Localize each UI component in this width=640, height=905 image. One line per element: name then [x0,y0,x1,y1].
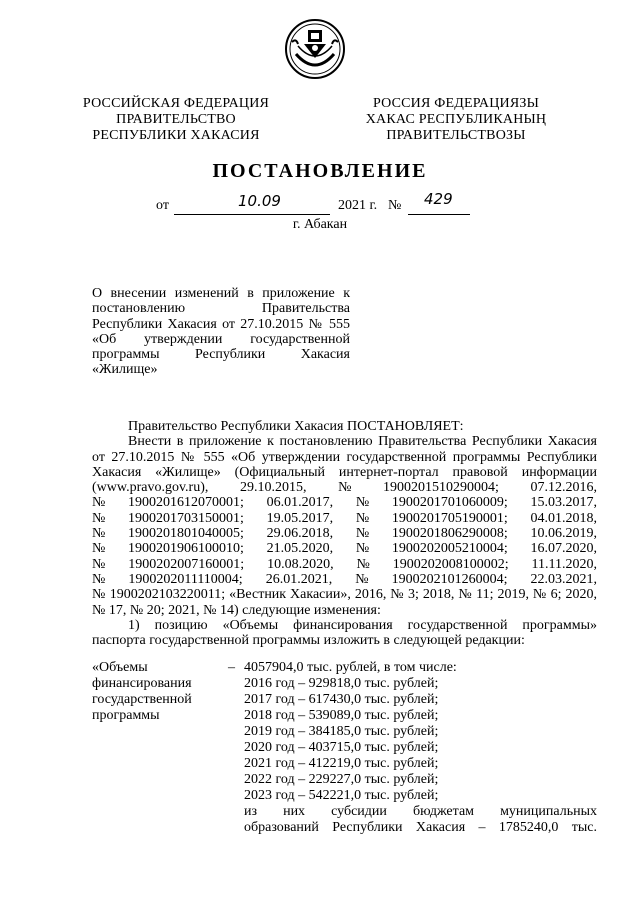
date-year: 2021 г. [338,198,378,213]
reg-cell: № [92,556,106,572]
reg-cell: 1900201510290004; [383,480,499,496]
reg-cell: 21.05.2020, [266,541,334,557]
financing-year: 2018 год – 539089,0 тыс. рублей; [244,708,439,723]
document-title: ПОСТАНОВЛЕНИЕ [212,160,428,182]
reg-cell: № [338,480,352,496]
reg-cell: № [92,571,106,587]
reg-cell: 1900201801040005; [128,526,244,542]
header-left-line-3: РЕСПУБЛИКИ ХАКАСИЯ [92,128,260,143]
financing-label-line: программы [92,708,160,723]
reg-cell: № [355,510,370,526]
body-line: Хакасия «Жилище» (Официальный интернет-портал правовой информации [92,464,597,480]
body-paragraph-decree: Правительство Республики Хакасия ПОСТАНОВЛЯЕТ: [128,419,464,434]
reg-cell: 29.06.2018, [266,526,334,542]
financing-year: 2020 год – 403715,0 тыс. рублей; [244,740,439,755]
body-line: паспорта государственной программы изложить в следующей редакции: [92,633,525,649]
reg-cell: 07.12.2016, [530,480,597,496]
registration-row [92,557,597,572]
header-right-line-2: ХАКАС РЕСПУБЛИКАНЫҢ [365,112,547,127]
financing-year: 2017 год – 617430,0 тыс. рублей; [244,692,439,707]
reg-cell: 06.01.2017, [266,495,334,511]
financing-total: 4057904,0 тыс. рублей, в том числе: [244,660,457,675]
body-line: 1) позицию «Объемы финансирования государственной программы» [128,617,597,633]
reg-cell: № [356,556,370,572]
financing-subsidy: из них субсидии бюджетам муниципальных [244,804,597,819]
registration-row [92,541,597,556]
financing-label-line: финансирования [92,676,192,691]
registration-row [92,511,597,526]
reg-cell: 04.01.2018, [530,510,597,526]
financing-label-line: «Объемы [92,660,148,675]
reg-cell: 29.10.2015, [239,480,307,496]
reg-cell: 1900202101260004; [391,571,508,587]
reg-cell: 1900201701060009; [391,495,508,511]
reg-cell: 10.08.2020, [267,556,334,572]
body-line: от 27.10.2015 № 555 «Об утверждении государственной программы Республики [92,449,597,465]
financing-year: 2016 год – 929818,0 тыс. рублей; [244,676,439,691]
registration-row [92,480,597,495]
reg-cell: 10.06.2019, [530,526,597,542]
date-handwritten: 10.09 [238,192,281,210]
body-line: Внести в приложение к постановлению Правительства Республики Хакасия [128,434,597,450]
registration-row [92,572,597,587]
reg-cell: № [355,541,370,557]
financing-dash: – [228,660,235,675]
reg-cell: № [355,526,370,542]
header-left [72,96,280,144]
reg-cell: № [92,541,106,557]
reg-cell: 1900202005210004; [391,541,508,557]
financing-year: 2023 год – 542221,0 тыс. рублей; [244,788,439,803]
number-label: № [388,198,402,213]
financing-values [244,660,597,836]
reg-cell: 22.03.2021, [530,571,597,587]
reg-cell: (www.pravo.gov.ru), [92,480,209,496]
number-handwritten: 429 [424,190,453,208]
reg-cell: 1900201806290008; [391,526,508,542]
reg-cell: № [355,495,370,511]
header-right [352,96,560,144]
reg-cell: 19.05.2017, [266,510,334,526]
header-right-line-1: РОССИЯ ФЕДЕРАЦИЯЗЫ [372,96,540,111]
date-from-label: от [156,198,169,213]
reg-cell: № [355,571,369,587]
reg-cell: 1900201703150001; [128,510,244,526]
reg-cell: 11.11.2020, [531,556,597,572]
city-label: г. Абакан [292,217,348,232]
body-line: № 17, № 20; 2021, № 14) следующие изменения: [92,602,381,618]
financing-year: 2019 год – 384185,0 тыс. рублей; [244,724,439,739]
header-right-line-3: ПРАВИТЕЛЬСТВОЗЫ [386,128,526,143]
reg-cell: 16.07.2020, [530,541,597,557]
document-body [92,419,597,648]
reg-cell: 15.03.2017, [530,495,597,511]
reg-cell: 1900201705190001; [391,510,508,526]
reg-cell: № [92,510,106,526]
reg-cell: 1900202011110004; [128,571,243,587]
reg-cell: № [92,495,106,511]
reg-cell: 26.01.2021, [265,571,333,587]
coat-of-arms-emblem [284,18,346,80]
reg-cell: 1900201612070001; [128,495,244,511]
reg-cell: № [92,526,106,542]
reg-cell: 1900201906100010; [128,541,244,557]
financing-label [92,660,222,724]
body-line: № 1900202103220011; «Вестник Хакасии», 2016, № 3; 2018, № 11; 2019, № 6; 2020, [92,587,597,603]
reg-cell: 1900202008100002; [392,556,509,572]
financing-year: 2021 год – 412219,0 тыс. рублей; [244,756,439,771]
reg-cell: 1900202007160001; [128,556,245,572]
financing-subsidy: образований Республики Хакасия – 1785240,0 тыс. [244,820,597,835]
registration-row [92,526,597,541]
registration-row [92,495,597,510]
document-subject: О внесении изменений в приложение к постановлению Правительства Республики Хакасия от 27.10.2015 № 555 «Об утверждении государственной программы Республики Хакасия «Жилище» [92,286,350,378]
financing-label-line: государственной [92,692,192,707]
header-left-line-1: РОССИЙСКАЯ ФЕДЕРАЦИЯ [82,96,270,111]
financing-year: 2022 год – 229227,0 тыс. рублей; [244,772,439,787]
header-left-line-2: ПРАВИТЕЛЬСТВО [116,112,236,127]
